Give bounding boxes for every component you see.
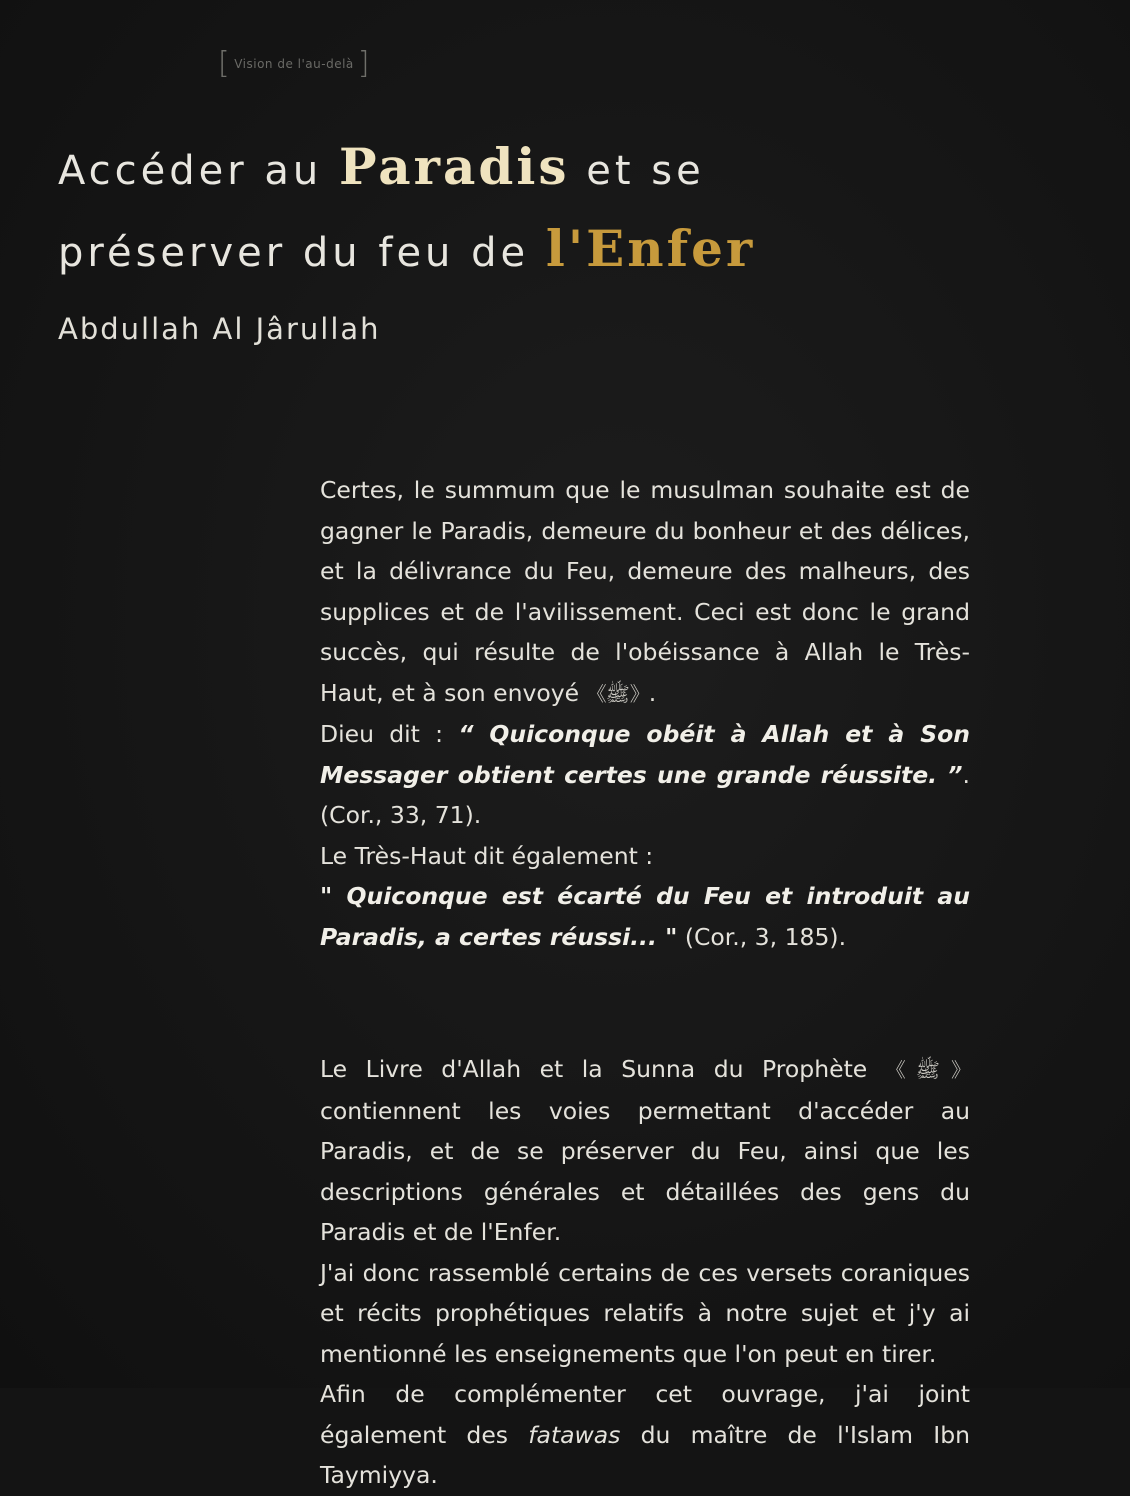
p2-s1-start: Le Livre d'Allah et la Sunna du Prophète — [320, 1055, 886, 1083]
author-name: Abdullah Al Jârullah — [58, 312, 381, 346]
paragraph-1 — [320, 470, 970, 957]
title-part2: et se — [569, 148, 705, 194]
bracket-close: ] — [357, 46, 370, 81]
honorific-symbol-2: 《ﷺ》 — [885, 1058, 971, 1082]
p2-s3-italic: fatawas — [528, 1420, 621, 1449]
p2-s3-end: du maître de l'Islam Ibn Taymiyya. — [320, 1420, 971, 1489]
blurb — [320, 470, 970, 1496]
title-highlight-paradis: Paradis — [339, 137, 570, 196]
honorific-symbol: 《ﷺ》 — [586, 681, 649, 706]
quote1-reference: . (Cor., 33, 71). — [320, 760, 970, 829]
title-highlight-enfer: l'Enfer — [545, 219, 756, 278]
quote2-text: " Quiconque est écarté du Feu et introduit au Paradis, a certes réussi... " — [320, 882, 970, 951]
p2-s2: J'ai donc rassemblé certains de ces versets coraniques et récits prophétiques relatifs à notre sujet et j'y ai mentionné les enseignements que l'on peut en tirer. — [320, 1258, 970, 1368]
p1-intro: Certes, le summum que le musulman souhaite est de gagner le Paradis, demeure du bonheur et des délices, et la délivrance du Feu, demeure des malheurs, des supplices et de l'avilissement. Ceci est donc le grand succès, qui résulte de l'obéissance à Allah le Très-Haut, et à son envoyé — [320, 476, 970, 707]
paragraph-gap — [320, 957, 970, 1049]
quote2-reference: (Cor., 3, 185). — [677, 922, 847, 951]
quote1-lead: Dieu dit : — [320, 720, 459, 748]
quote1-text: “ Quiconque obéit à Allah et à Son Messager obtient certes une grande réussite. ” — [320, 720, 970, 789]
title-part3: préserver du feu de — [58, 230, 546, 276]
bracket-open: [ — [218, 46, 231, 81]
book-title — [58, 128, 755, 292]
quote2-lead: Le Très-Haut dit également : — [320, 841, 654, 870]
series-name: Vision de l'au-delà — [234, 56, 354, 71]
p1-intro-end: . — [648, 678, 657, 707]
series-label — [218, 46, 370, 81]
p2-s3-start: Afin de complémenter cet ouvrage, j'ai joint également des — [320, 1380, 970, 1449]
p2-s1-end: contiennent les voies permettant d'accéder au Paradis, et de se préserver du Feu, ainsi que les descriptions générales et détaillées des gens du Paradis et de l'Enfer. — [320, 1096, 970, 1246]
paragraph-2 — [320, 1049, 970, 1496]
title-part1: Accéder au — [58, 148, 339, 194]
